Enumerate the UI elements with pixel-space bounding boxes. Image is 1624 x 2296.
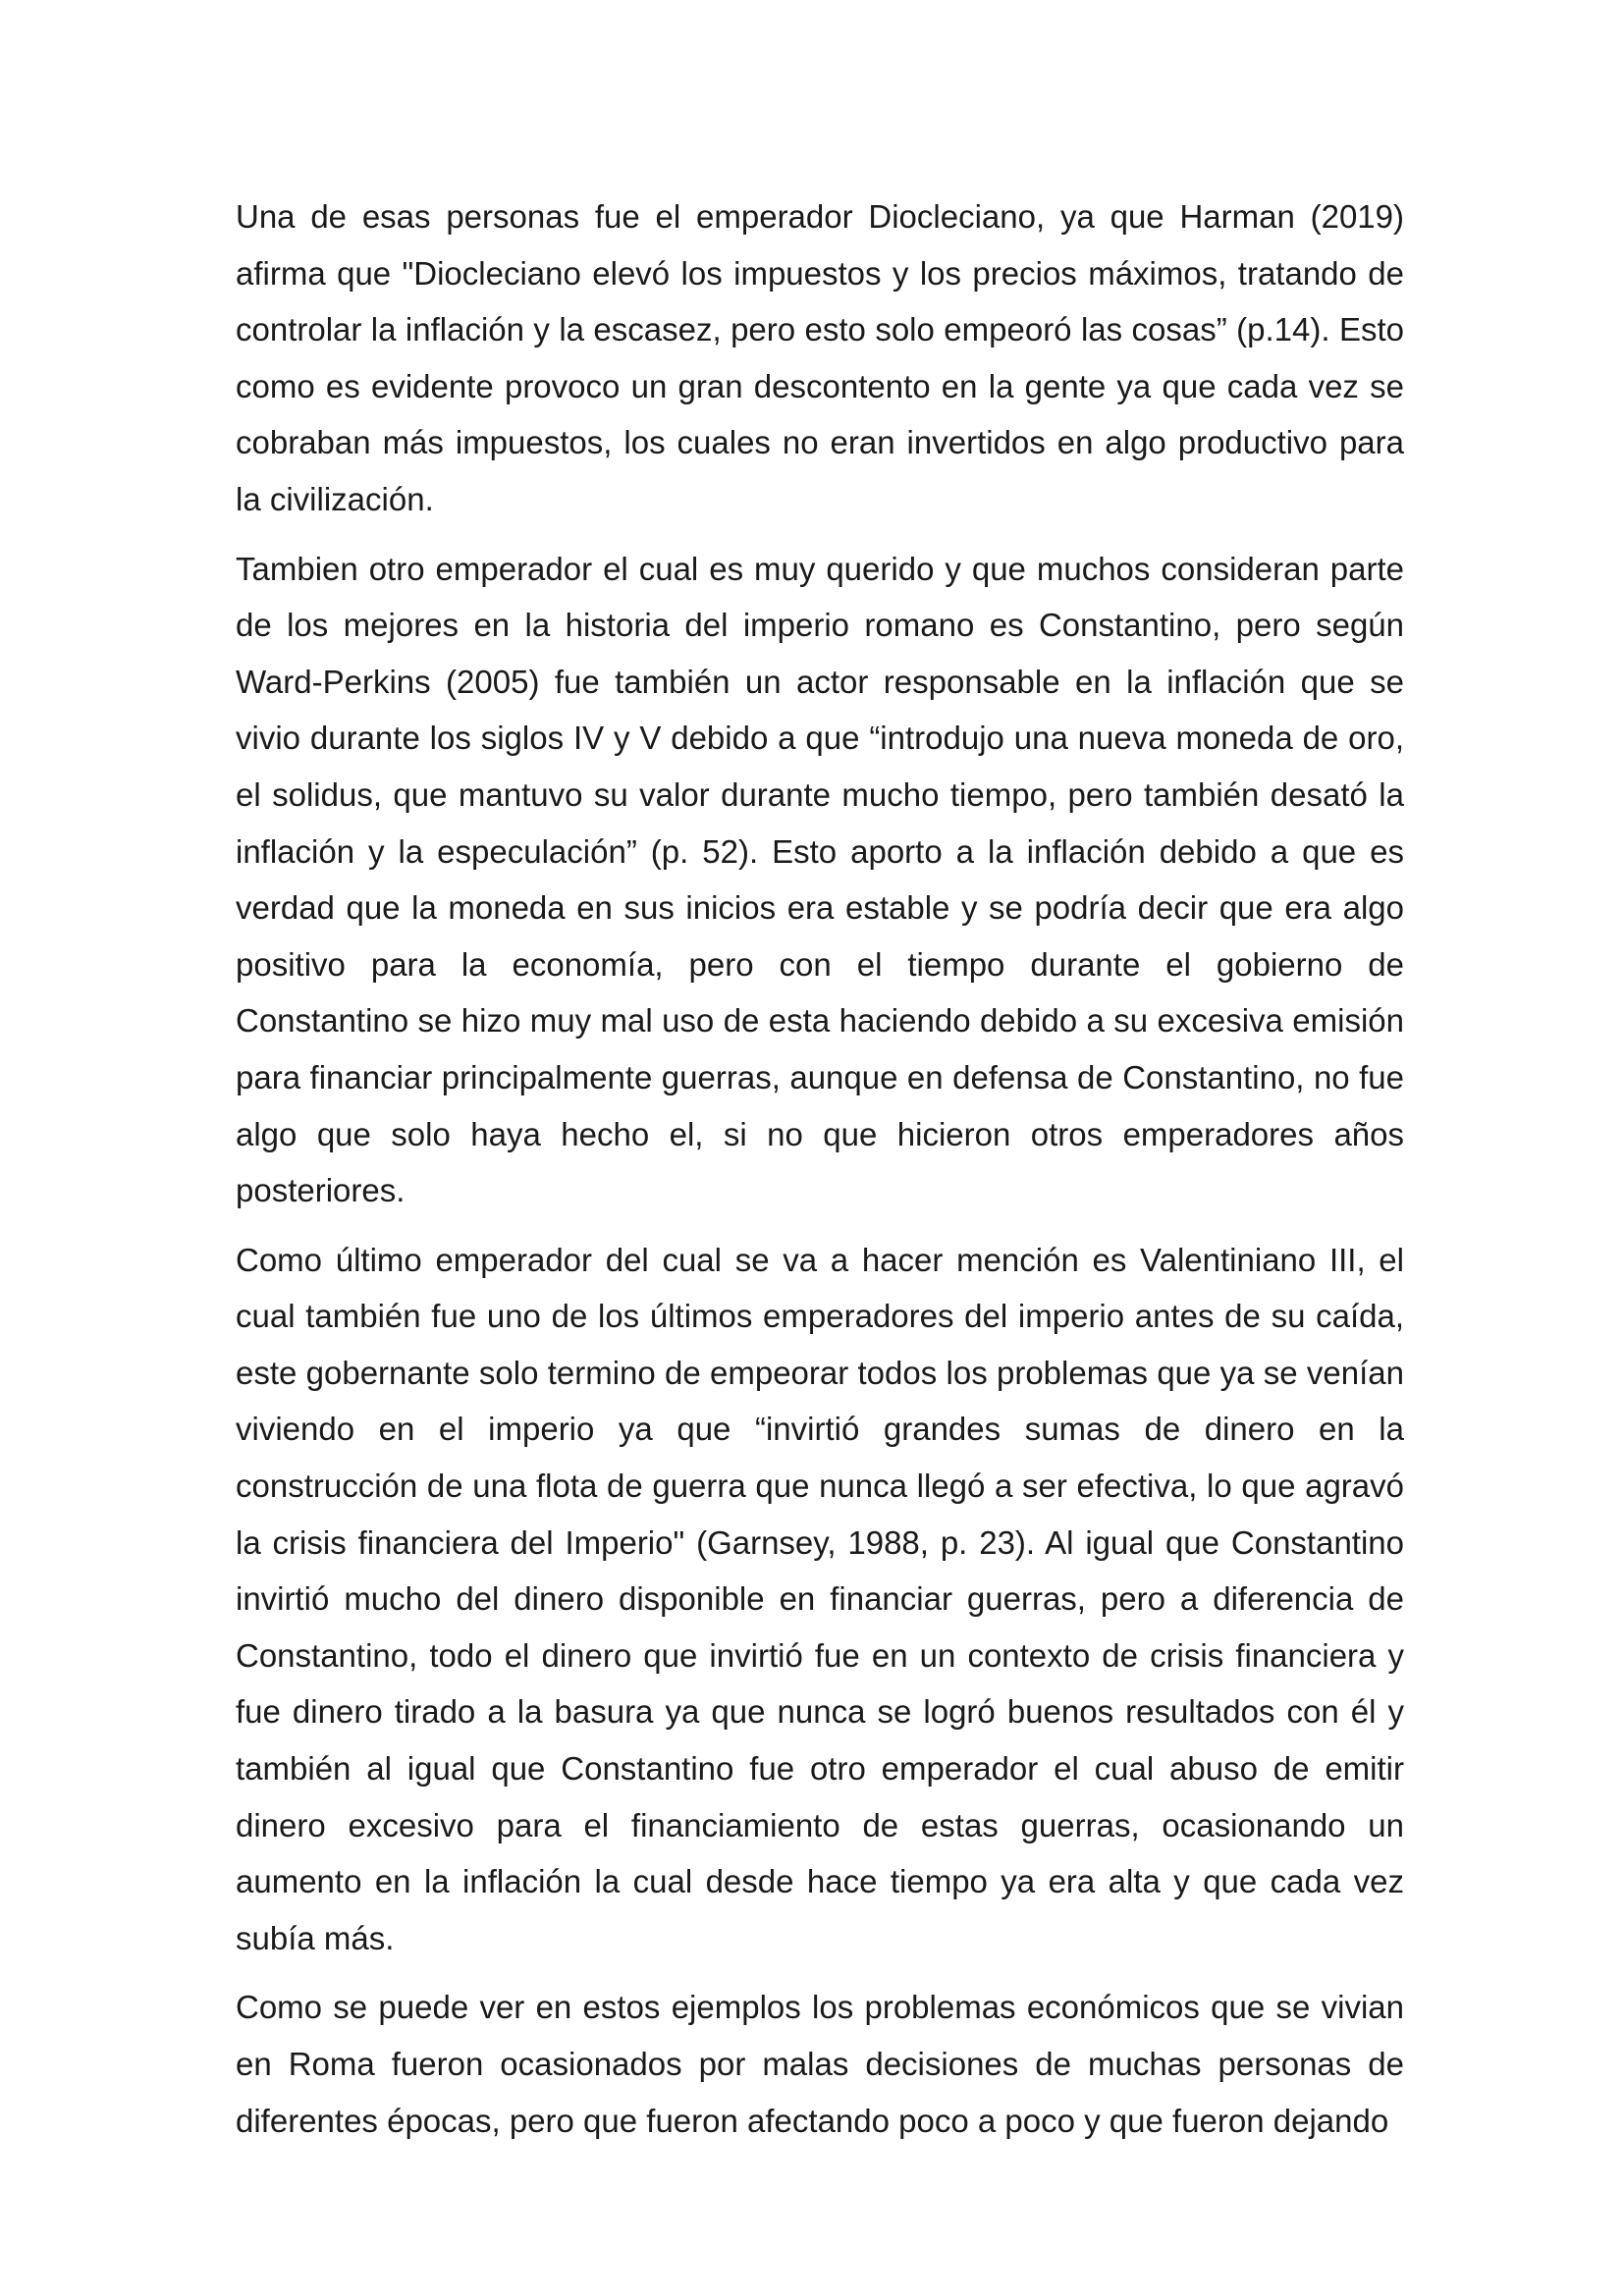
- paragraph-conclusion: Como se puede ver en estos ejemplos los problemas económicos que se vivian en Roma fueron ocasionados por malas decisiones de muchas personas de diferentes épocas, pero que fueron afectando poco a poco y que fueron dejando: [236, 1989, 1404, 2139]
- paragraph-valentiniano: Como último emperador del cual se va a hacer mención es Valentiniano III, el cual también fue uno de los últimos emperadores del imperio antes de su caída, este gobernante solo termino de empeorar todos los problemas que ya se venían viviendo en el imperio ya que “invirtió grandes sumas de dinero en la construcción de una flota de guerra que nunca llegó a ser efectiva, lo que agravó la crisis financiera del Imperio" (Garnsey, 1988, p. 23). Al igual que Constantino invirtió mucho del dinero disponible en financiar guerras, pero a diferencia de Constantino, todo el dinero que invirtió fue en un contexto de crisis financiera y fue dinero tirado a la basura ya que nunca se logró buenos resultados con él y también al igual que Constantino fue otro emperador el cual abuso de emitir dinero excesivo para el financiamiento de estas guerras, ocasionando un aumento en la inflación la cual desde hace tiempo ya era alta y que cada vez subía más.: [236, 1241, 1404, 1956]
- body-text: [236, 188, 1404, 2162]
- paragraph-diocleciano: Una de esas personas fue el emperador Diocleciano, ya que Harman (2019) afirma que "Diocleciano elevó los impuestos y los precios máximos, tratando de controlar la inflación y la escasez, pero esto solo empeoró las cosas” (p.14). Esto como es evidente provoco un gran descontento en la gente ya que cada vez se cobraban más impuestos, los cuales no eran invertidos en algo productivo para la civilización.: [236, 198, 1404, 517]
- paragraph-constantino: Tambien otro emperador el cual es muy querido y que muchos consideran parte de los mejores en la historia del imperio romano es Constantino, pero según Ward-Perkins (2005) fue también un actor responsable en la inflación que se vivio durante los siglos IV y V debido a que “introdujo una nueva moneda de oro, el solidus, que mantuvo su valor durante mucho tiempo, pero también desató la inflación y la especulación” (p. 52). Esto aporto a la inflación debido a que es verdad que la moneda en sus inicios era estable y se podría decir que era algo positivo para la economía, pero con el tiempo durante el gobierno de Constantino se hizo muy mal uso de esta haciendo debido a su excesiva emisión para financiar principalmente guerras, aunque en defensa de Constantino, no fue algo que solo haya hecho el, si no que hicieron otros emperadores años posteriores.: [236, 550, 1404, 1209]
